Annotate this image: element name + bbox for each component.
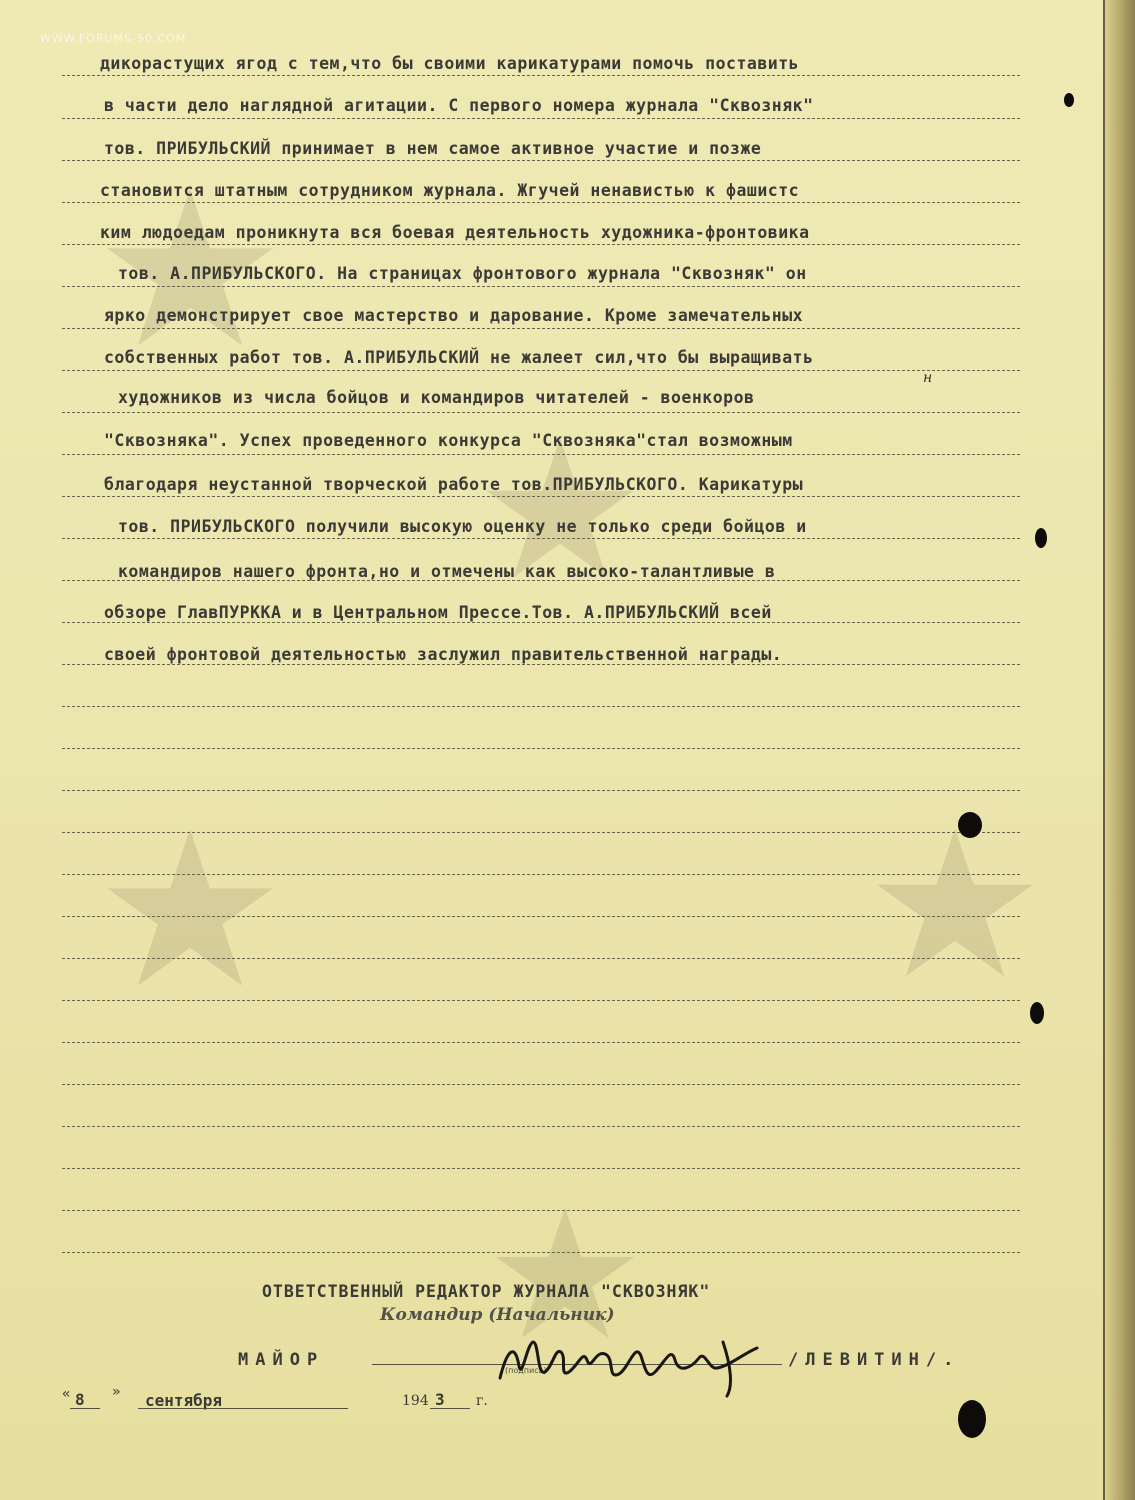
- ruled-line: [62, 496, 1020, 497]
- body-text-line: "Сквозняка". Успех проведенного конкурса "Сквозняка"стал возможным: [104, 431, 793, 450]
- punch-hole: [1035, 528, 1047, 548]
- punch-hole: [1030, 1002, 1044, 1024]
- date-close-quote: »: [112, 1384, 121, 1400]
- binding-edge-line: [1103, 0, 1105, 1500]
- body-text-line: собственных работ тов. А.ПРИБУЛЬСКИЙ не жалеет сил,что бы выращивать: [104, 348, 814, 367]
- date-day-underline: [70, 1408, 100, 1409]
- watermark-star-logo: [100, 820, 280, 1000]
- body-text-line: художников из числа бойцов и командиров читателей - военкоров: [118, 388, 755, 407]
- body-text-line: дикорастущих ягод с тем,что бы своими карикатурами помочь поставить: [100, 54, 800, 73]
- punch-hole: [958, 812, 982, 838]
- ruled-line: [62, 748, 1020, 749]
- body-text-line: ким людоедам проникнута вся боевая деятельность художника-фронтовика: [100, 223, 810, 242]
- ruled-line: [62, 75, 1020, 76]
- ruled-line: [62, 1210, 1020, 1211]
- body-text-line: обзоре ГлавПУРККА и в Центральном Прессе.Тов. А.ПРИБУЛЬСКИЙ всей: [104, 603, 772, 622]
- body-text-line: своей фронтовой деятельностью заслужил правительственной награды.: [104, 645, 783, 664]
- ruled-line: [62, 1252, 1020, 1253]
- ruled-line: [62, 706, 1020, 707]
- ruled-line: [62, 454, 1020, 455]
- ruled-line: [62, 790, 1020, 791]
- body-text-line: становится штатным сотрудником журнала. Жгучей ненавистью к фашистс: [100, 181, 800, 200]
- date-year-underline: [430, 1408, 470, 1409]
- ruled-line: [62, 622, 1020, 623]
- ruled-line: [62, 118, 1020, 119]
- ruled-line: [62, 538, 1020, 539]
- date-year-prefix: 194: [402, 1393, 429, 1409]
- ruled-line: [62, 286, 1020, 287]
- body-text-line: тов. ПРИБУЛЬСКИЙ принимает в нем самое активное участие и позже: [104, 139, 762, 158]
- date-day: 8: [75, 1390, 85, 1409]
- ruled-line: [62, 160, 1020, 161]
- watermark-url: WWW.FORUMS-50.COM: [40, 32, 187, 45]
- page-edge: [1105, 0, 1135, 1500]
- ruled-line: [62, 958, 1020, 959]
- ruled-line: [62, 370, 1020, 371]
- ruled-line: [62, 1084, 1020, 1085]
- date-month: сентября: [145, 1391, 223, 1410]
- handwritten-signature: [495, 1320, 795, 1400]
- signatory-name: /ЛЕВИТИН/.: [788, 1350, 961, 1370]
- ruled-line: [62, 1168, 1020, 1169]
- ruled-line: [62, 328, 1020, 329]
- ruled-line: [62, 916, 1020, 917]
- body-text-line: благодаря неустанной творческой работе тов.ПРИБУЛЬСКОГО. Карикатуры: [104, 475, 804, 494]
- ruled-line: [62, 832, 1020, 833]
- signature-sub-caption: (подпись): [505, 1366, 547, 1375]
- ruled-line: [62, 664, 1020, 665]
- ruled-line: [62, 202, 1020, 203]
- watermark-star-logo: [870, 820, 1040, 990]
- signatory-rank: МАЙОР: [238, 1350, 325, 1370]
- body-text-line: ярко демонстрирует свое мастерство и дарование. Кроме замечательных: [104, 306, 804, 325]
- date-open-quote: «: [62, 1386, 71, 1402]
- body-text-line: командиров нашего фронта,но и отмечены как высоко-талантливые в: [118, 562, 776, 581]
- ruled-line: [62, 244, 1020, 245]
- ruled-line: [62, 1000, 1020, 1001]
- ruled-line: [62, 1126, 1020, 1127]
- date-year-suffix: г.: [476, 1393, 488, 1409]
- body-text-line: тов. ПРИБУЛЬСКОГО получили высокую оценку не только среди бойцов и: [118, 517, 807, 536]
- punch-hole: [1064, 93, 1074, 107]
- punch-hole: [958, 1400, 986, 1438]
- handwritten-correction: н: [923, 370, 933, 386]
- ruled-line: [62, 412, 1020, 413]
- date-month-underline: [138, 1408, 348, 1409]
- commander-caption: Командир (Начальник): [380, 1305, 615, 1325]
- ruled-line: [62, 874, 1020, 875]
- body-text-line: тов. А.ПРИБУЛЬСКОГО. На страницах фронтового журнала "Сквозняк" он: [118, 264, 807, 283]
- signatory-title: ОТВЕТСТВЕННЫЙ РЕДАКТОР ЖУРНАЛА "СКВОЗНЯК": [262, 1282, 711, 1301]
- ruled-line: [62, 1042, 1020, 1043]
- body-text-line: в части дело наглядной агитации. С первого номера журнала "Сквозняк": [104, 96, 814, 115]
- date-year-digit: 3: [435, 1390, 445, 1409]
